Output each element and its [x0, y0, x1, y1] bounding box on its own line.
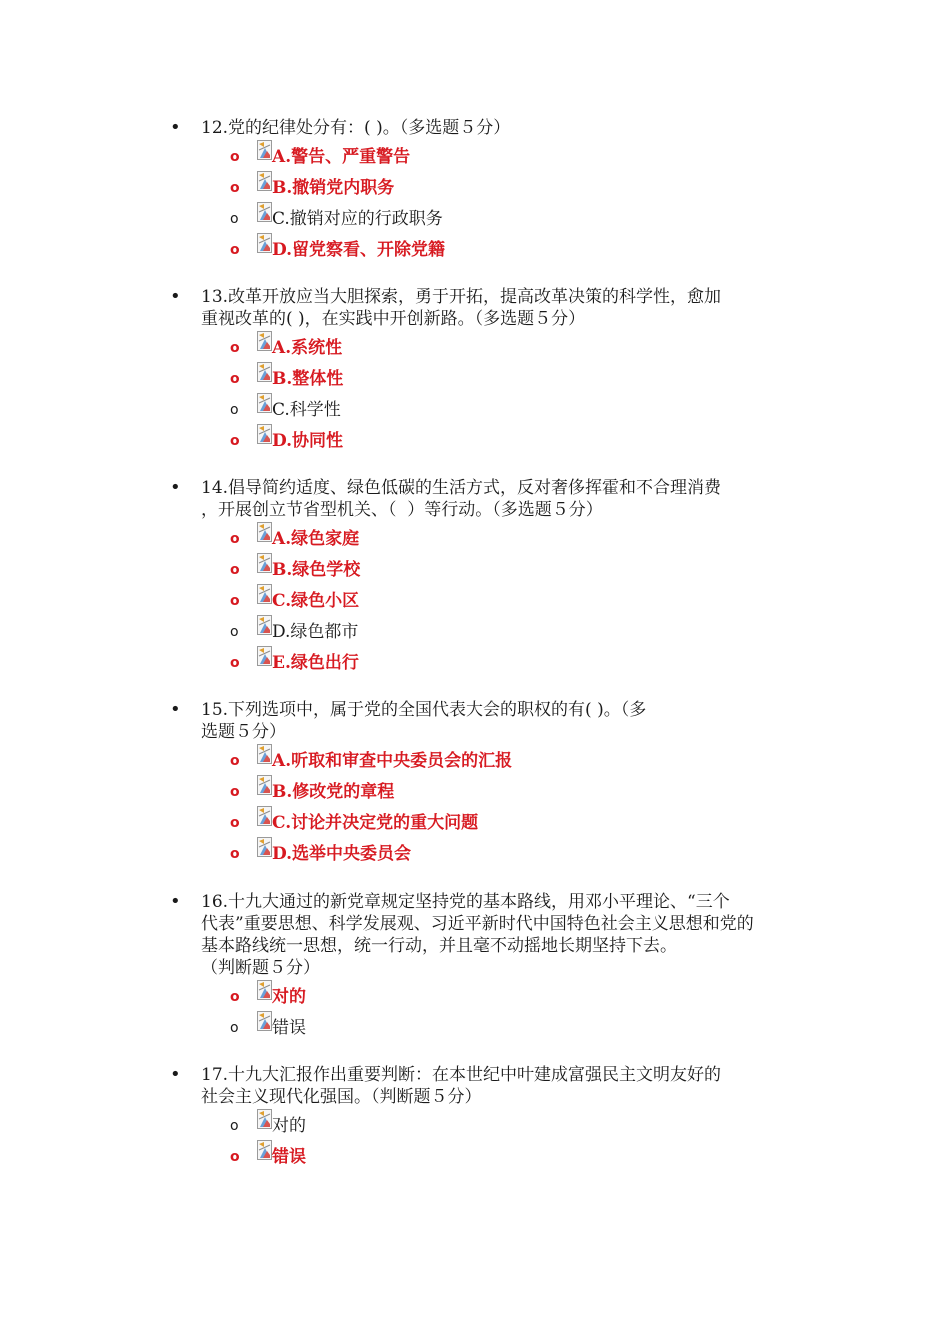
bullet-icon: • [170, 699, 181, 720]
sub-bullet-icon: o [230, 624, 239, 640]
answer-option[interactable] [0, 1011, 950, 1041]
answer-option-selected[interactable] [0, 331, 950, 361]
bullet-icon: • [170, 286, 181, 307]
question-text: 16.十九大通过的新党章规定坚持党的基本路线，用邓小平理论、“三个 代表”重要思想、科学发展观、习近平新时代中国特色社会主义思想和党的 基本路线统一思想，统一行动，并且毫不动摇地长期坚持下去。 （判断题５分） [201, 892, 754, 978]
broken-image-icon [257, 1109, 272, 1129]
question-text: 12.党的纪律处分有：( )。（多选题５分） [201, 118, 511, 138]
broken-image-icon [257, 331, 272, 351]
answer-option-selected[interactable] [0, 980, 950, 1010]
option-label: A.听取和审查中央委员会的汇报 [272, 751, 513, 771]
option-label: D.留党察看、开除党籍 [272, 240, 446, 260]
sub-bullet-icon: o [230, 593, 240, 609]
option-label: C.讨论并决定党的重大问题 [272, 813, 479, 833]
answer-option[interactable] [0, 615, 950, 645]
broken-image-icon [257, 837, 272, 857]
answer-option-selected[interactable] [0, 744, 950, 774]
broken-image-icon [257, 1140, 272, 1160]
answer-option[interactable] [0, 202, 950, 232]
sub-bullet-icon: o [230, 1149, 240, 1165]
sub-bullet-icon: o [230, 433, 240, 449]
broken-image-icon [257, 775, 272, 795]
question-text: 14.倡导简约适度、绿色低碳的生活方式，反对奢侈挥霍和不合理消费 ，开展创立节省型机关、（ ）等行动。（多选题５分） [201, 478, 722, 520]
option-label: C.撤销对应的行政职务 [272, 209, 443, 229]
sub-bullet-icon: o [230, 242, 240, 258]
sub-bullet-icon: o [230, 753, 240, 769]
broken-image-icon [257, 646, 272, 666]
broken-image-icon [257, 584, 272, 604]
option-label: B.绿色学校 [272, 560, 361, 580]
question-text: 17.十九大汇报作出重要判断：在本世纪中叶建成富强民主文明友好的 社会主义现代化强国。（判断题５分） [201, 1065, 722, 1107]
sub-bullet-icon: o [230, 1020, 239, 1036]
broken-image-icon [257, 202, 272, 222]
sub-bullet-icon: o [230, 211, 239, 227]
sub-bullet-icon: o [230, 1118, 239, 1134]
broken-image-icon [257, 615, 272, 635]
broken-image-icon [257, 171, 272, 191]
option-label: 错误 [272, 1018, 306, 1038]
broken-image-icon [257, 233, 272, 253]
option-label: A.绿色家庭 [272, 529, 360, 549]
sub-bullet-icon: o [230, 340, 240, 356]
sub-bullet-icon: o [230, 815, 240, 831]
option-label: D.选举中央委员会 [272, 844, 412, 864]
question-text: 13.改革开放应当大胆探索，勇于开拓，提高改革决策的科学性，愈加 重视改革的( )，在实践中开创新路。（多选题５分） [201, 287, 722, 329]
bullet-icon: • [170, 891, 181, 912]
answer-option-selected[interactable] [0, 1140, 950, 1170]
broken-image-icon [257, 522, 272, 542]
answer-option-selected[interactable] [0, 233, 950, 263]
option-label: 对的 [272, 1116, 306, 1136]
broken-image-icon [257, 1011, 272, 1031]
answer-option[interactable] [0, 1109, 950, 1139]
sub-bullet-icon: o [230, 180, 240, 196]
answer-option-selected[interactable] [0, 522, 950, 552]
sub-bullet-icon: o [230, 989, 240, 1005]
option-label: 错误 [272, 1147, 306, 1167]
option-label: D.协同性 [272, 431, 344, 451]
option-label: B.修改党的章程 [272, 782, 395, 802]
broken-image-icon [257, 980, 272, 1000]
answer-option-selected[interactable] [0, 806, 950, 836]
broken-image-icon [257, 424, 272, 444]
answer-option-selected[interactable] [0, 775, 950, 805]
sub-bullet-icon: o [230, 149, 240, 165]
sub-bullet-icon: o [230, 846, 240, 862]
answer-option-selected[interactable] [0, 362, 950, 392]
answer-option-selected[interactable] [0, 646, 950, 676]
option-label: C.科学性 [272, 400, 341, 420]
bullet-icon: • [170, 477, 181, 498]
bullet-icon: • [170, 1064, 181, 1085]
option-label: E.绿色出行 [272, 653, 359, 673]
option-label: C.绿色小区 [272, 591, 360, 611]
question-text: 15.下列选项中，属于党的全国代表大会的职权的有( )。（多 选题５分） [201, 700, 647, 742]
sub-bullet-icon: o [230, 531, 240, 547]
option-label: B.整体性 [272, 369, 344, 389]
sub-bullet-icon: o [230, 784, 240, 800]
answer-option-selected[interactable] [0, 171, 950, 201]
bullet-icon: • [170, 117, 181, 138]
broken-image-icon [257, 362, 272, 382]
answer-option[interactable] [0, 393, 950, 423]
option-label: 对的 [272, 987, 306, 1007]
sub-bullet-icon: o [230, 655, 240, 671]
answer-option-selected[interactable] [0, 837, 950, 867]
broken-image-icon [257, 744, 272, 764]
option-label: A.警告、严重警告 [272, 147, 411, 167]
option-label: A.系统性 [272, 338, 343, 358]
answer-option-selected[interactable] [0, 140, 950, 170]
broken-image-icon [257, 806, 272, 826]
answer-option-selected[interactable] [0, 584, 950, 614]
sub-bullet-icon: o [230, 562, 240, 578]
broken-image-icon [257, 393, 272, 413]
sub-bullet-icon: o [230, 402, 239, 418]
sub-bullet-icon: o [230, 371, 240, 387]
answer-option-selected[interactable] [0, 424, 950, 454]
answer-option-selected[interactable] [0, 553, 950, 583]
option-label: D.绿色都市 [272, 622, 359, 642]
broken-image-icon [257, 140, 272, 160]
option-label: B.撤销党内职务 [272, 178, 395, 198]
broken-image-icon [257, 553, 272, 573]
